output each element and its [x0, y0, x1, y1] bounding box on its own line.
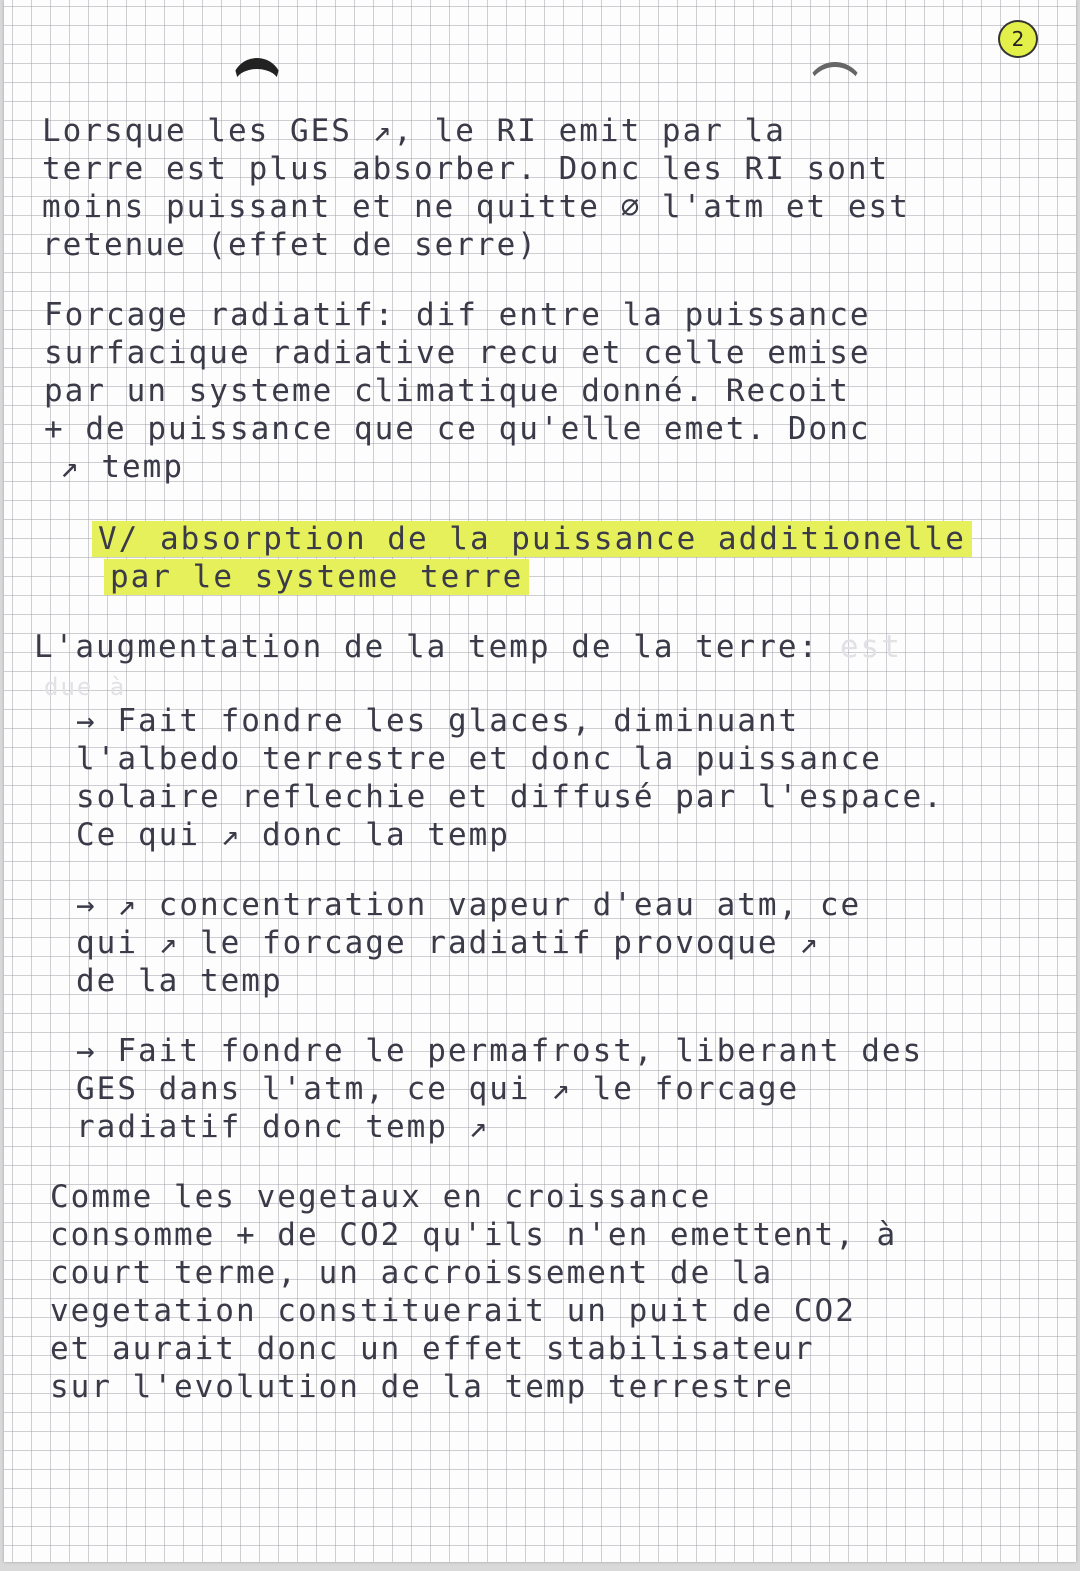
paragraph1-line: moins puissant et ne quitte ∅ l'atm et est: [42, 189, 910, 225]
paragraph2-line: surfacique radiative recu et celle emise: [44, 335, 871, 371]
paragraph1-line: terre est plus absorber. Donc les RI sont: [42, 151, 890, 187]
conclusion-line: et aurait donc un effet stabilisateur: [50, 1331, 815, 1367]
punch-hole-left: [232, 58, 282, 108]
section-heading-highlight: V/ absorption de la puissance additionelle: [92, 521, 972, 557]
intro-faint-line: due à: [44, 673, 127, 701]
page-number: 2: [998, 20, 1038, 58]
bullet3-line: GES dans l'atm, ce qui ↗ le forcage: [76, 1071, 800, 1107]
section-heading: [104, 558, 529, 596]
intro-line: [34, 628, 902, 666]
conclusion-line: Comme les vegetaux en croissance: [50, 1179, 712, 1215]
conclusion-line: court terme, un accroissement de la: [50, 1255, 774, 1291]
intro-text: L'augmentation de la temp de la terre:: [34, 629, 820, 665]
bullet2-line: → ↗ concentration vapeur d'eau atm, ce: [76, 887, 862, 923]
bullet1-line: l'albedo terrestre et donc la puissance: [76, 741, 882, 777]
bullet1-line: solaire reflechie et diffusé par l'espace.: [76, 779, 944, 815]
notebook-page: [4, 0, 1076, 1562]
section-heading: [92, 520, 972, 558]
bullet1-line: Ce qui ↗ donc la temp: [76, 817, 510, 853]
paragraph2-line: par un systeme climatique donné. Recoit: [44, 373, 850, 409]
paragraph2-line: ↗ temp: [60, 449, 184, 485]
conclusion-line: sur l'evolution de la temp terrestre: [50, 1369, 794, 1405]
punch-hole-right: [806, 62, 864, 120]
conclusion-line: consomme + de CO2 qu'ils n'en emettent, à: [50, 1217, 898, 1253]
bullet2-line: de la temp: [76, 963, 283, 999]
paragraph2-line: + de puissance que ce qu'elle emet. Donc: [44, 411, 871, 447]
paragraph1-line: retenue (effet de serre): [42, 227, 538, 263]
bullet3-line: → Fait fondre le permafrost, liberant des: [76, 1033, 924, 1069]
bullet3-line: radiatif donc temp ↗: [76, 1109, 490, 1145]
intro-faint-word: est: [839, 629, 902, 665]
bullet2-line: qui ↗ le forcage radiatif provoque ↗: [76, 925, 820, 961]
conclusion-line: vegetation constituerait un puit de CO2: [50, 1293, 856, 1329]
paragraph1-line: Lorsque les GES ↗, le RI emit par la: [42, 113, 786, 149]
bullet1-line: → Fait fondre les glaces, diminuant: [76, 703, 800, 739]
paragraph2-line: Forcage radiatif: dif entre la puissance: [44, 297, 871, 333]
section-heading-highlight: par le systeme terre: [104, 559, 529, 595]
